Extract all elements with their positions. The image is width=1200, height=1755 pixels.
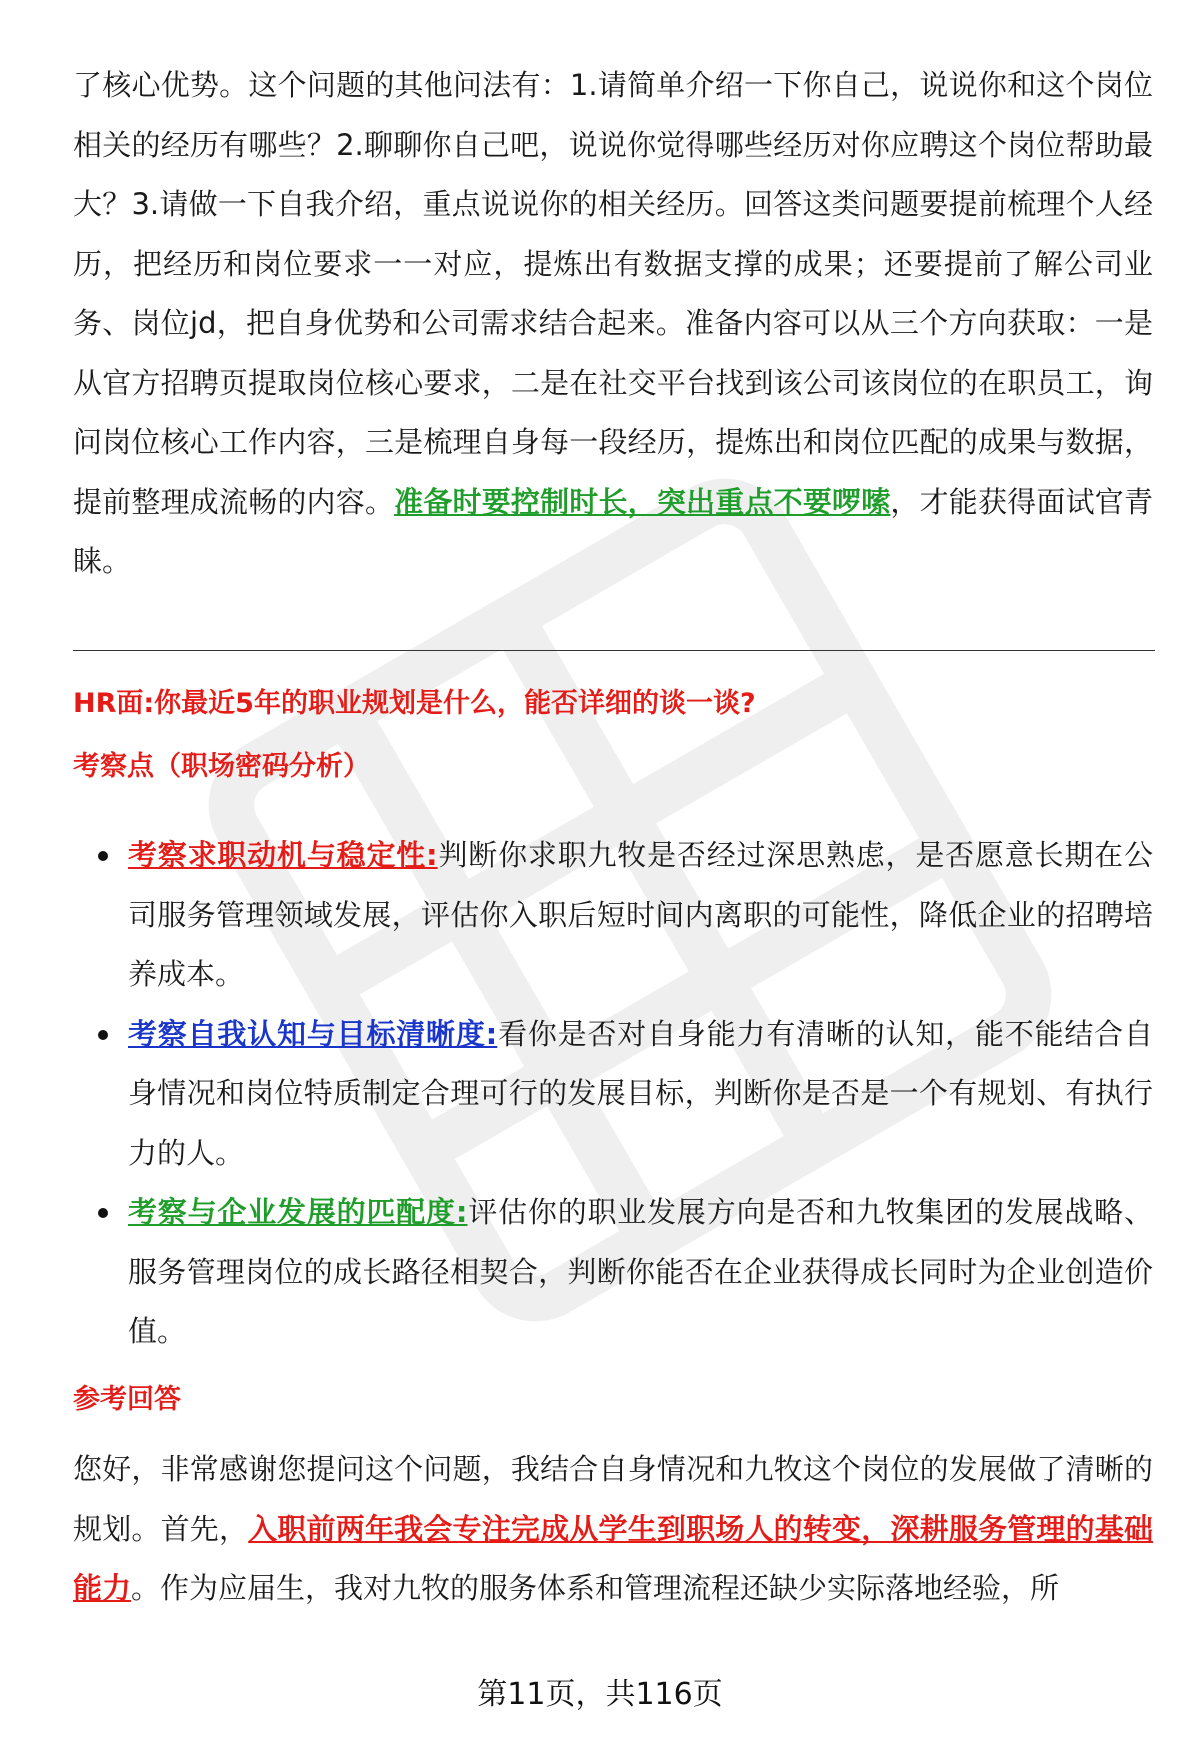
section-divider — [73, 650, 1155, 651]
intro-text-end: ，才能获得面试官青睐。 — [73, 484, 1153, 578]
bullet-dot-icon — [98, 1208, 108, 1218]
answer-highlight: 入职前两年我会专注完成从学生到职场人的转变，深耕服务管理的基础能力 — [73, 1511, 1153, 1605]
bullet-text: 看你是否对自身能力有清晰的认知，能不能结合自身情况和岗位特质制定合理可行的发展目标，判断你是否是一个有规划、有执行力的人。 — [128, 1016, 1153, 1170]
intro-paragraph — [73, 56, 1153, 592]
analysis-heading: 考察点（职场密码分析） — [73, 751, 370, 782]
reference-heading: 参考回答 — [73, 1384, 181, 1415]
list-item — [73, 1005, 1153, 1184]
bullet-label: 考察与企业发展的匹配度: — [128, 1195, 468, 1229]
page-number-footer: 第11页，共116页 — [477, 1677, 723, 1712]
bullet-dot-icon — [98, 1030, 108, 1040]
bullet-text: 评估你的职业发展方向是否和九牧集团的发展战略、服务管理岗位的成长路径相契合，判断你能否在企业获得成长同时为企业创造价值。 — [128, 1195, 1153, 1348]
answer-paragraph — [73, 1440, 1153, 1619]
answer-text: 您好，非常感谢您提问这个问题，我结合自身情况和九牧这个岗位的发展做了清晰的规划。首先， — [73, 1452, 1153, 1546]
bullet-label: 考察自我认知与目标清晰度: — [128, 1016, 498, 1051]
bullet-dot-icon — [98, 851, 108, 861]
list-item — [73, 826, 1153, 1005]
list-item — [73, 1183, 1153, 1362]
intro-text: 了核心优势。这个问题的其他问法有：1.请简单介绍一下你自己，说说你和这个岗位相关的经历有哪些？2.聊聊你自己吧，说说你觉得哪些经历对你应聘这个岗位帮助最大？3.请做一下自我介绍，重点说说你的相关经历。回答这类问题要提前梳理个人经历，把经历和岗位要求一一对应，提炼出有数据支撑的成果；还要提前了解公司业务、岗位jd，把自身优势和公司需求结合起来。准备内容可以从三个方向获取：一是从官方招聘页提取岗位核心要求，二是在社交平台找到该公司该岗位的在职员工，询问岗位核心工作内容，三是梳理自身每一段经历，提炼出和岗位匹配的成果与数据，提前整理成流畅的内容。 — [73, 68, 1153, 519]
bullet-text: 判断你求职九牧是否经过深思熟虑，是否愿意长期在公司服务管理领域发展，评估你入职后短时间内离职的可能性，降低企业的招聘培养成本。 — [128, 838, 1153, 991]
bullet-label: 考察求职动机与稳定性: — [128, 838, 438, 872]
answer-text-end: 。作为应届生，我对九牧的服务体系和管理流程还缺少实际落地经验，所 — [131, 1571, 1060, 1605]
question-heading: HR面:你最近5年的职业规划是什么，能否详细的谈一谈? — [73, 688, 756, 719]
analysis-bullet-list — [73, 826, 1153, 1362]
intro-highlight: 准备时要控制时长，突出重点不要啰嗦 — [394, 484, 891, 519]
